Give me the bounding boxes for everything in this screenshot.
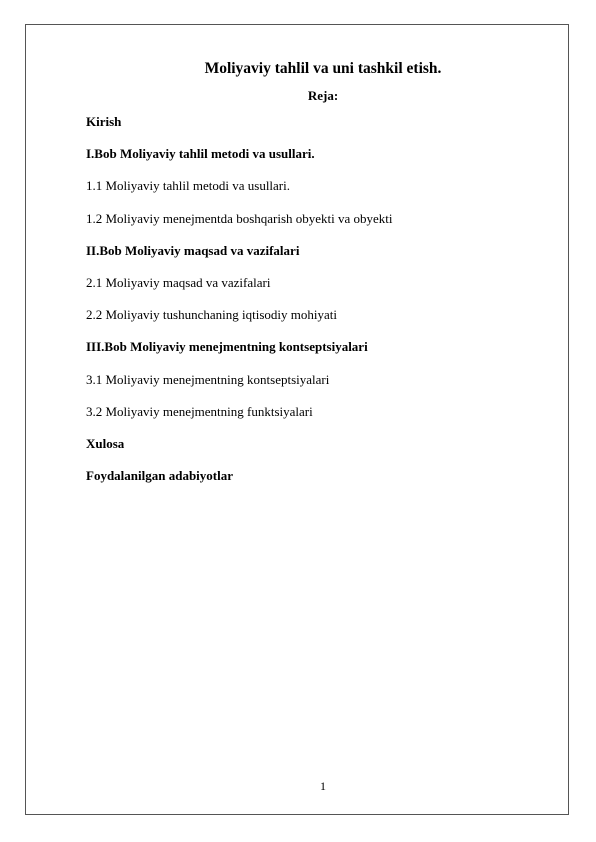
toc-item-chapter-3: III.Bob Moliyaviy menejmentning kontseptsiyalari xyxy=(86,339,368,355)
toc-item-section-3-2: 3.2 Moliyaviy menejmentning funktsiyalari xyxy=(86,403,313,419)
page-number: 1 xyxy=(320,779,326,793)
document-title: Moliyaviy tahlil va uni tashkil etish. xyxy=(204,60,442,77)
toc-item-section-1-2: 1.2 Moliyaviy menejmentda boshqarish obyekti va obyekti xyxy=(86,210,393,226)
toc-item-conclusion: Xulosa xyxy=(86,435,125,451)
toc-item-section-2-2: 2.2 Moliyaviy tushunchaning iqtisodiy mohiyati xyxy=(86,307,337,323)
table-of-contents xyxy=(86,114,393,500)
toc-item-section-3-1: 3.1 Moliyaviy menejmentning kontseptsiyalari xyxy=(86,371,330,387)
toc-item-section-2-1: 2.1 Moliyaviy maqsad va vazifalari xyxy=(86,274,271,290)
toc-item-introduction: Kirish xyxy=(86,114,122,129)
plan-heading: Reja: xyxy=(307,88,339,103)
toc-item-chapter-1: I.Bob Moliyaviy tahlil metodi va usullari. xyxy=(86,146,315,162)
toc-item-references: Foydalanilgan adabiyotlar xyxy=(86,468,233,484)
toc-item-chapter-2: II.Bob Moliyaviy maqsad va vazifalari xyxy=(86,242,300,258)
toc-item-section-1-1: 1.1 Moliyaviy tahlil metodi va usullari. xyxy=(86,178,291,194)
